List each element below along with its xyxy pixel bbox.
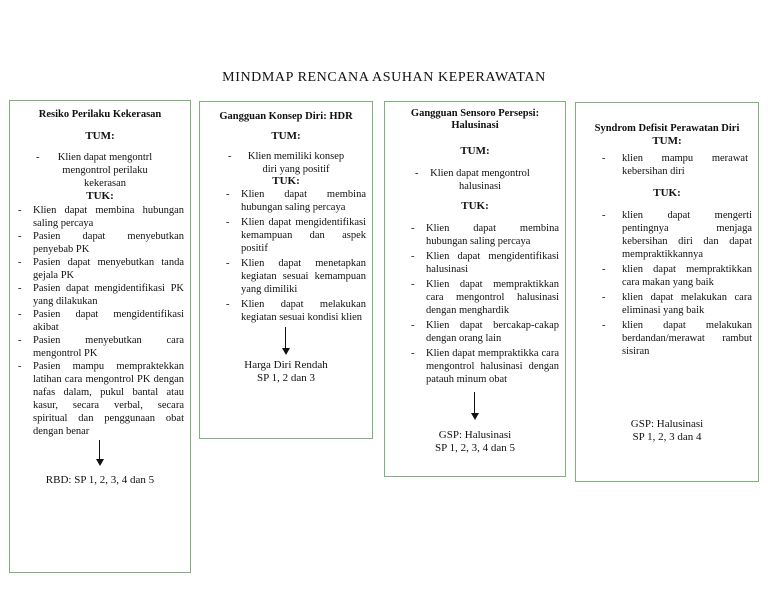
tuk-item: - Klien dapat melakukan kegiatan sesuai kondisi klien (224, 298, 366, 324)
tuk-label: TUK: (653, 187, 681, 199)
tuk-item: - Pasien menyebutkan cara mengontrol PK (16, 334, 184, 360)
tuk-item: - Klien dapat mengidentifikasi halusinasi (409, 250, 559, 276)
tum-label: TUM: (271, 130, 301, 142)
down-arrow-icon (281, 327, 291, 357)
tuk-item: - Klien dapat membina hubungan saling percaya (224, 188, 366, 214)
tuk-list (16, 204, 184, 438)
tuk-label: TUK: (461, 200, 489, 212)
down-arrow-icon (95, 440, 105, 466)
tuk-item: - Klien dapat membina hubungan saling percaya (409, 222, 559, 248)
tuk-item: - Pasien dapat menyebutkan penyebab PK (16, 230, 184, 256)
tum-label: TUM: (460, 145, 490, 157)
box-footer-line2: SP 1, 2, 3 dan 4 (632, 431, 702, 443)
tuk-list (206, 188, 366, 324)
box-resiko-perilaku-kekerasan (9, 100, 191, 573)
page-title: MINDMAP RENCANA ASUHAN KEPERAWATAN (222, 70, 546, 85)
box-footer-line1: Harga Diri Rendah (244, 359, 328, 371)
tum-list (206, 150, 366, 176)
tuk-label: TUK: (272, 175, 300, 187)
tum-list (16, 151, 184, 190)
tum-label: TUM: (652, 135, 682, 147)
tuk-item: - Klien dapat mempraktikka cara mengontrol halusinasi dengan patauh minum obat (409, 347, 559, 386)
box-footer-line2: SP 1, 2 dan 3 (257, 372, 315, 384)
tum-list (582, 152, 752, 178)
tuk-item: - Pasien dapat mengidentifikasi akibat (16, 308, 184, 334)
box-footer: RBD: SP 1, 2, 3, 4 dan 5 (45, 474, 155, 486)
tuk-list (391, 222, 559, 386)
down-arrow-icon (470, 392, 480, 422)
tuk-list (582, 209, 752, 358)
tum-item: - Klien memiliki konsep diri yang positif (226, 150, 356, 176)
box-heading: Gangguan Konsep Diri: HDR (219, 111, 353, 122)
tuk-item: - Klien dapat mempraktikkan cara mengontrol halusinasi dengan menghardik (409, 278, 559, 317)
tuk-item: - Klien dapat bercakap-cakap dengan orang lain (409, 319, 559, 345)
tuk-item: - Pasien mampu mempraktekkan latihan cara mengontrol PK dengan nafas dalam, pukul bantal atau kasur, secara verbal, secara spiritual dan penggunaan obat dengan benar (16, 360, 184, 438)
tuk-item: - Klien dapat membina hubungan saling percaya (16, 204, 184, 230)
tuk-item: - Pasien dapat mengidentifikasi PK yang dilakukan (16, 282, 184, 308)
tum-item: - klien mampu merawat kebersihan diri (600, 152, 752, 178)
tuk-label: TUK: (86, 190, 114, 202)
tuk-item: - Klien dapat mengidentifikasi kemampuan dan aspek positif (224, 216, 366, 255)
tum-label: TUM: (85, 130, 115, 142)
tuk-item: - klien dapat mengerti pentingnya menjaga kebersihan diri dan dapat mempraktikkannya (600, 209, 752, 261)
box-heading: Syndrom Defisit Perawatan Diri (594, 123, 740, 134)
box-heading: Resiko Perilaku Kekerasan (38, 109, 162, 120)
tuk-item: - Pasien dapat menyebutkan tanda gejala PK (16, 256, 184, 282)
tum-list (391, 167, 559, 193)
tuk-item: - klien dapat melakukan cara eliminasi yang baik (600, 291, 752, 317)
box-footer-line2: SP 1, 2, 3, 4 dan 5 (435, 442, 515, 454)
box-gangguan-sensori-persepsi (384, 101, 566, 477)
tuk-item: - klien dapat melakukan berdandan/merawat rambut sisiran (600, 319, 752, 358)
box-syndrom-defisit-perawatan-diri (575, 102, 759, 482)
tuk-item: - klien dapat mempraktikkan cara makan yang baik (600, 263, 752, 289)
tuk-item: - Klien dapat menetapkan kegiatan sesuai kemampuan yang dimiliki (224, 257, 366, 296)
tum-item: - Klien dapat mengontrol halusinasi (413, 167, 537, 193)
box-heading: Gangguan Sensoro Persepsi: Halusinasi (410, 108, 540, 131)
tum-item: - Klien dapat mengontrl mengontrol perilaku kekerasan (34, 151, 166, 190)
box-gangguan-konsep-diri (199, 101, 373, 439)
box-footer-line1: GSP: Halusinasi (630, 418, 704, 430)
box-footer-line1: GSP: Halusinasi (438, 429, 512, 441)
